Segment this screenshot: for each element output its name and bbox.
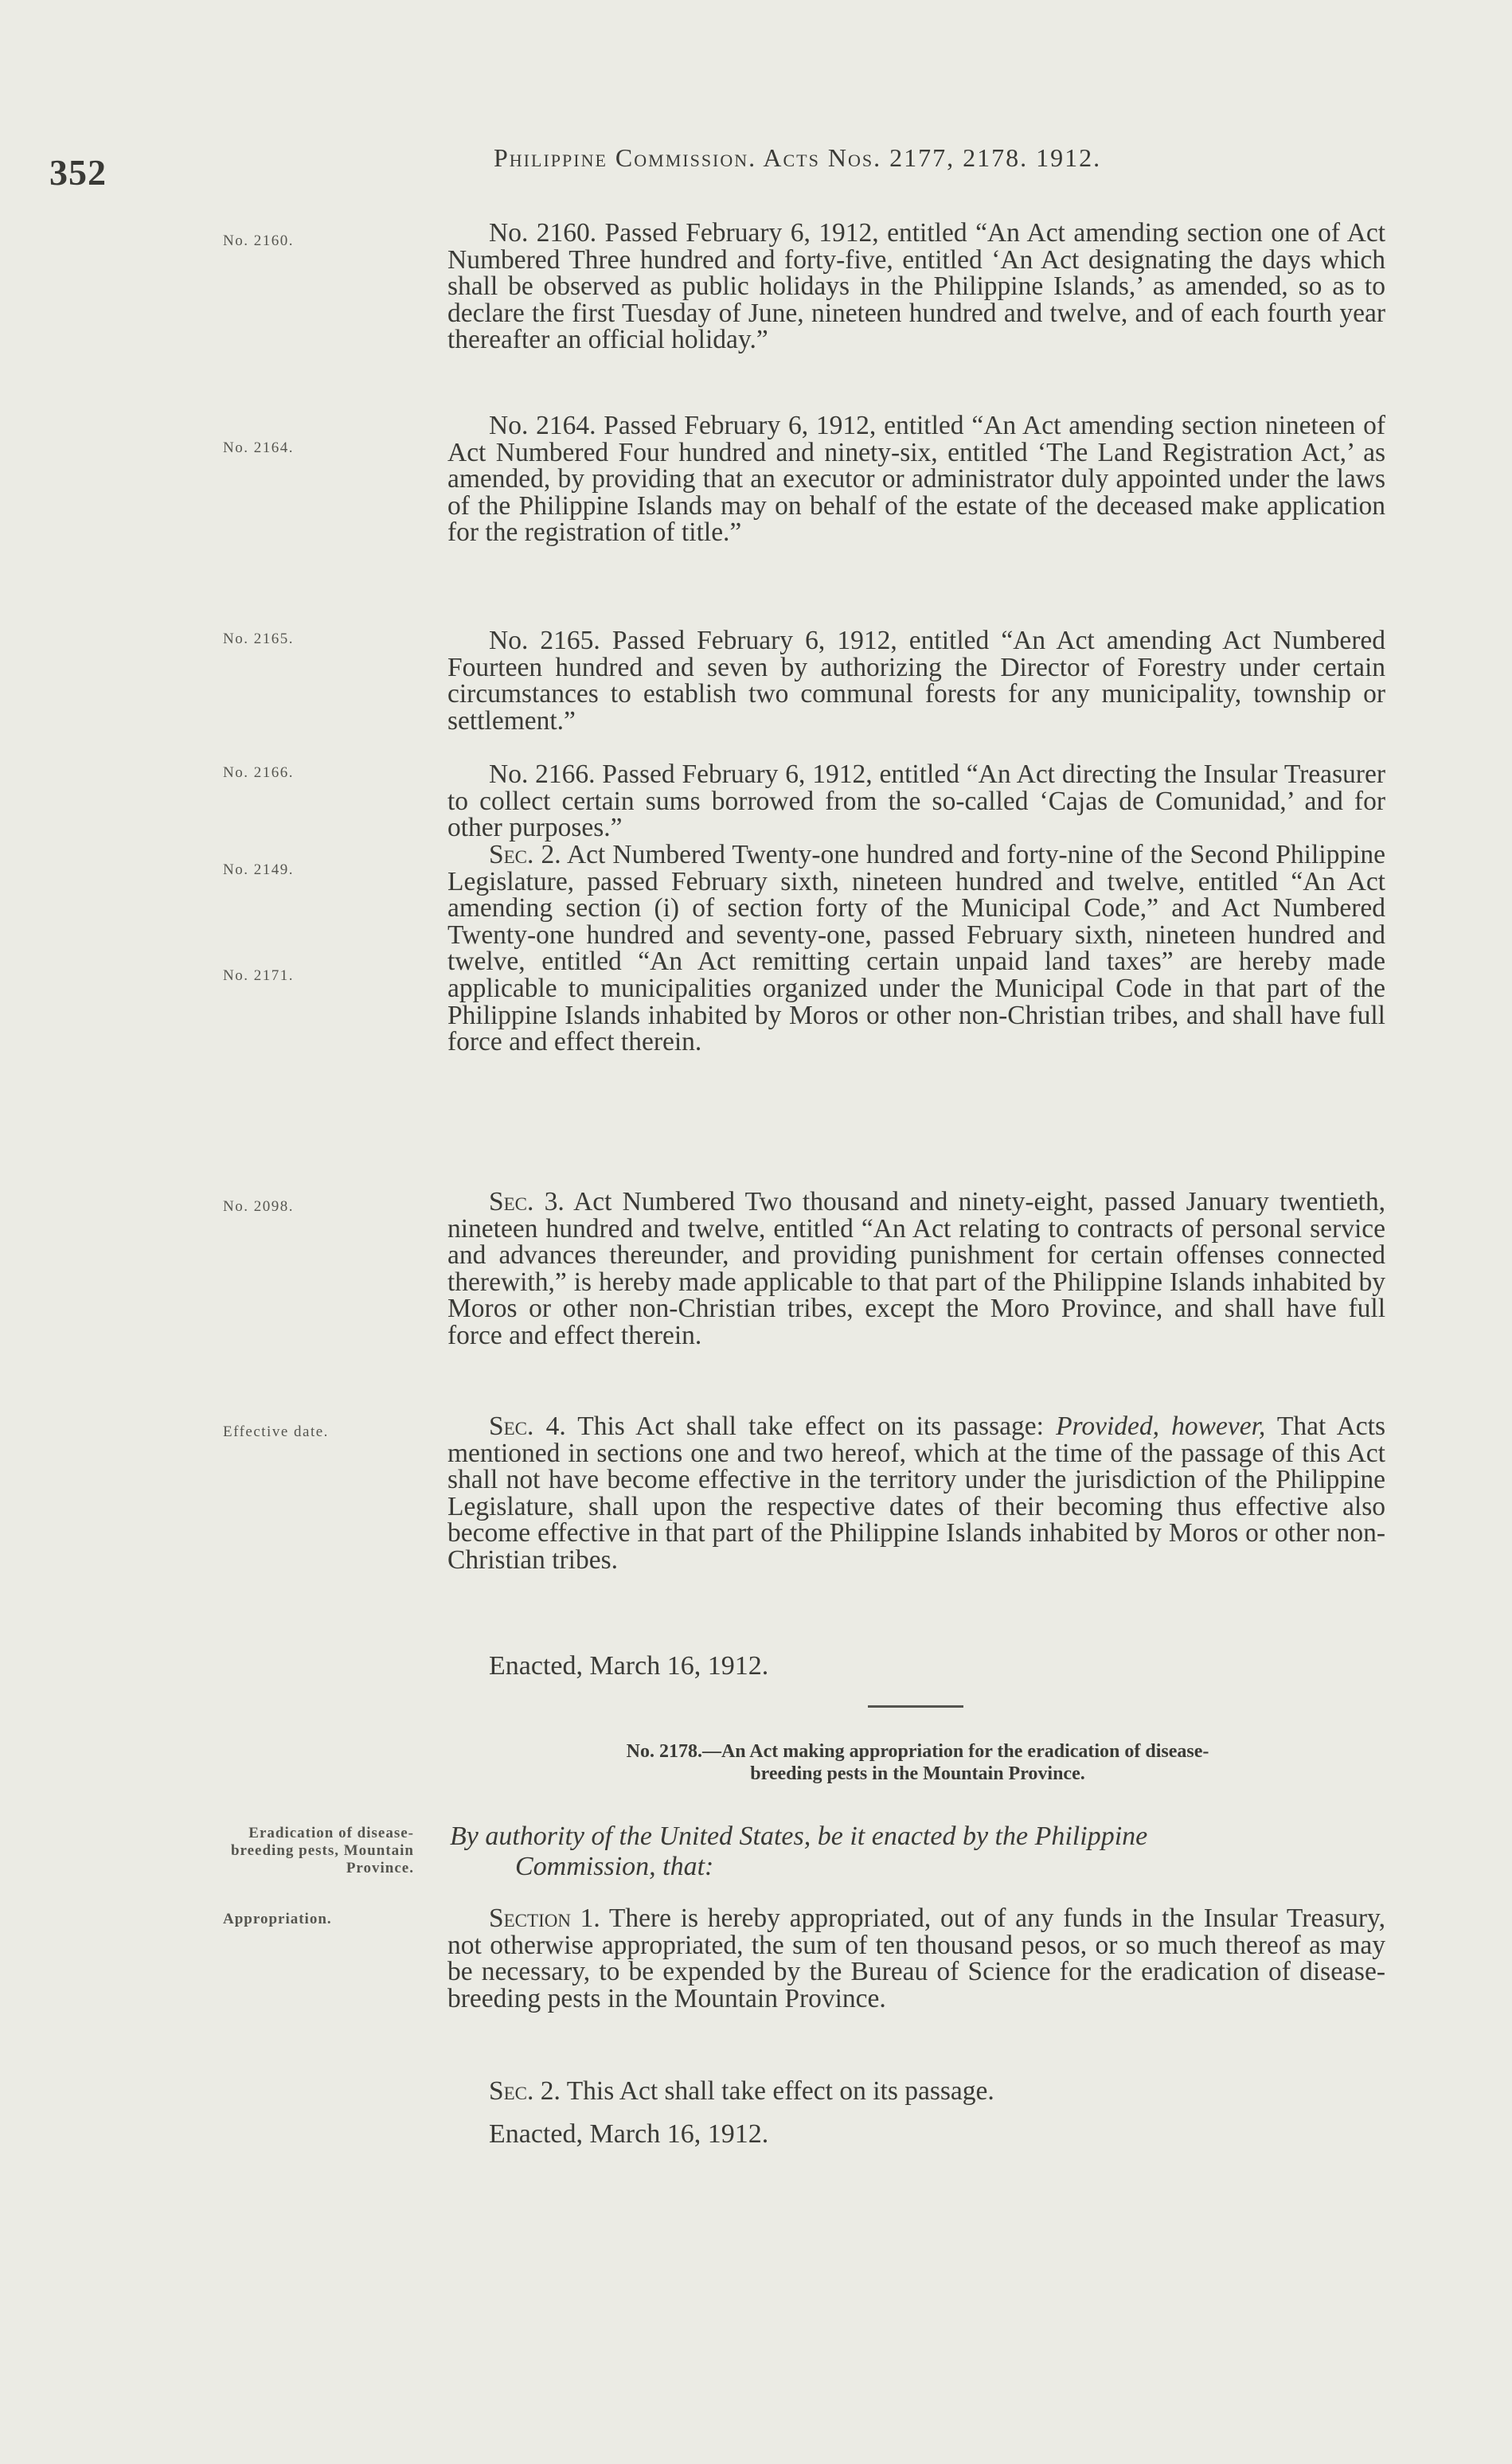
section-4: Sec. 4. This Act shall take effect on its passage: Provided, however, That Acts mentioned in sections one and two hereof, which at the time of the passage of this Act shall not have become effective in the territory under the jurisdiction of the Philippine Legislature, shall upon the respective dates of their becoming thus effective also become effective in that part of the Philippine Islands inhabited by Moros or other non-Christian tribes. <box>447 1412 1386 1575</box>
margin-note-eradication: Eradication of disease-breeding pests, Mountain Province. <box>230 1825 414 1876</box>
margin-note-appropriation: Appropriation. <box>223 1911 332 1927</box>
margin-note-no-2166: No. 2166. <box>223 764 294 781</box>
act-2178-title: No. 2178.—An Act making appropriation for the eradication of disease- breeding pests in the Mountain Province. <box>626 1741 1209 1784</box>
page-number: 352 <box>49 152 107 193</box>
margin-note-no-2149: No. 2149. <box>223 861 294 878</box>
margin-note-no-2098: No. 2098. <box>223 1198 294 1215</box>
section-2: Sec. 2. Act Numbered Twenty-one hundred and forty-nine of the Second Philippine Legislature, passed February sixth, nineteen hundred and twelve, entitled “An Act amending section (i) of section forty of the Municipal Code,” and Act Numbered Twenty-one hundred and seventy-one, passed February sixth, nineteen hundred and twelve, entitled “An Act remitting certain unpaid land taxes” are hereby made applicable to municipalities organized under the Municipal Code in that part of the Philippine Islands inhabited by Moros or other non-Christian tribes, and shall have full force and effect therein. <box>447 840 1385 1057</box>
enacted-date-act-2178: Enacted, March 16, 1912. <box>489 2119 769 2149</box>
paragraph-no-2165: No. 2165. Passed February 6, 1912, entitled “An Act amending Act Numbered Fourteen hundred and seven by authorizing the Director of Forestry under certain circumstances to establish two communal forests for any municipality, township or settlement.” <box>447 626 1385 736</box>
margin-note-no-2165: No. 2165. <box>223 631 294 647</box>
act-2178-section-1: Section 1. There is hereby appropriated, out of any funds in the Insular Treasury, not otherwise appropriated, the sum of ten thousand pesos, or so much thereof as may be necessary, to be expended by the Bureau of Science for the eradication of disease-breeding pests in the Mountain Province. <box>447 1904 1385 2013</box>
act-2178-section-2: Sec. 2. This Act shall take effect on its passage. <box>489 2076 994 2106</box>
margin-note-no-2164: No. 2164. <box>223 439 294 456</box>
margin-note-effective-date: Effective date. <box>223 1423 329 1440</box>
paragraph-no-2166: No. 2166. Passed February 6, 1912, entitled “An Act directing the Insular Treasurer to collect certain sums borrowed from the so-called ‘Cajas de Comunidad,’ and for other purposes.” <box>447 760 1385 843</box>
section-divider <box>868 1705 963 1708</box>
paragraph-no-2160: No. 2160. Passed February 6, 1912, entitled “An Act amending section one of Act Numbered Three hundred and forty-five, entitled ‘An Act designating the days which shall be observed as public holidays in the Philippine Islands,’ as amended, so as to declare the first Tuesday of June, nineteen hundred and twelve, and of each fourth year thereafter an official holiday.” <box>447 218 1385 355</box>
enacting-clause: By authority of the United States, be it enacted by the Philippine Commission, that: <box>450 1822 1148 1881</box>
enacted-date-act-2177: Enacted, March 16, 1912. <box>489 1651 769 1681</box>
section-3: Sec. 3. Act Numbered Two thousand and ninety-eight, passed January twentieth, nineteen hundred and twelve, entitled “An Act relating to contracts of personal service and advances thereunder, and providing punishment for certain offenses connected therewith,” is hereby made applicable to that part of the Philippine Islands inhabited by Moros or other non-Christian tribes, except the Moro Province, and shall have full force and effect therein. <box>447 1187 1385 1350</box>
margin-note-no-2171: No. 2171. <box>223 967 294 984</box>
running-head: Philippine Commission. Acts Nos. 2177, 2178. 1912. <box>494 143 1102 172</box>
margin-note-no-2160: No. 2160. <box>223 232 294 249</box>
paragraph-no-2164: No. 2164. Passed February 6, 1912, entitled “An Act amending section nineteen of Act Numbered Four hundred and ninety-six, entitled ‘The Land Registration Act,’ as amended, by providing that an executor or administrator duly appointed under the laws of the Philippine Islands may on behalf of the estate of the deceased make application for the registration of title.” <box>447 411 1385 548</box>
